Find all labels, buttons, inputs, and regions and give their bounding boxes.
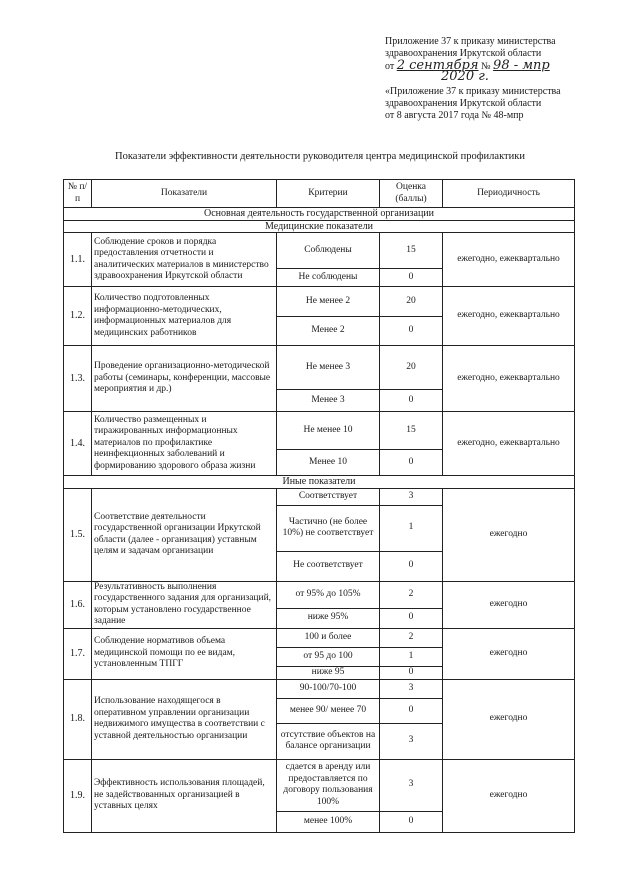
prev-order-line-2: здравоохранения Иркутской области bbox=[385, 98, 542, 109]
row-number: 1.7. bbox=[64, 628, 92, 679]
row-number: 1.2. bbox=[64, 287, 92, 346]
criterion: сдается в аренду или предоставляется по договору пользования 100% bbox=[277, 759, 380, 811]
order-reference bbox=[385, 36, 556, 84]
score-value: 1 bbox=[380, 647, 443, 666]
table-row bbox=[64, 488, 575, 505]
indicator-name: Количество подготовленных информационно-методических, информационных материалов для медицинских работников bbox=[92, 287, 277, 346]
table-row bbox=[64, 412, 575, 450]
criterion: Соблюдены bbox=[277, 233, 380, 269]
criterion: Частично (не более 10%) не соответствует bbox=[277, 505, 380, 551]
row-number: 1.5. bbox=[64, 488, 92, 581]
score-value: 3 bbox=[380, 723, 443, 759]
criterion: ниже 95% bbox=[277, 608, 380, 628]
section-main-activity: Основная деятельность государственной организации bbox=[64, 208, 575, 221]
periodicity: ежегодно bbox=[443, 488, 575, 581]
order-date-handwritten: 2 сентября bbox=[396, 58, 479, 73]
periodicity: ежегодно, ежеквартально bbox=[443, 287, 575, 346]
score-value: 20 bbox=[380, 346, 443, 390]
col-header-score: Оценка (баллы) bbox=[380, 180, 443, 208]
criterion: отсутствие объектов на балансе организации bbox=[277, 723, 380, 759]
col-header-indicator: Показатели bbox=[92, 180, 277, 208]
score-value: 0 bbox=[380, 390, 443, 412]
row-number: 1.8. bbox=[64, 679, 92, 759]
periodicity: ежегодно, ежеквартально bbox=[443, 233, 575, 287]
criterion: от 95% до 105% bbox=[277, 581, 380, 608]
table-row bbox=[64, 287, 575, 317]
criterion: Менее 2 bbox=[277, 317, 380, 346]
criterion: Не соблюдены bbox=[277, 269, 380, 287]
score-value: 0 bbox=[380, 666, 443, 679]
table-row bbox=[64, 628, 575, 647]
table-header-row bbox=[64, 180, 575, 208]
table-row bbox=[64, 581, 575, 608]
prev-order-line-3: от 8 августа 2017 года № 48-мпр bbox=[385, 110, 524, 121]
criterion: 90-100/70-100 bbox=[277, 679, 380, 698]
score-value: 2 bbox=[380, 628, 443, 647]
table-row bbox=[64, 759, 575, 811]
indicator-name: Количество размещенных и тиражированных информационных материалов по профилактике неинфекционных заболеваний и формированию здорового образа жизни bbox=[92, 412, 277, 476]
periodicity: ежегодно bbox=[443, 759, 575, 832]
score-value: 3 bbox=[380, 488, 443, 505]
col-header-period: Периодичность bbox=[443, 180, 575, 208]
criterion: Не менее 3 bbox=[277, 346, 380, 390]
indicator-name: Соответствие деятельности государственной организации Иркутской области (далее - организация) уставным целям и задачам организации bbox=[92, 488, 277, 581]
criterion: Не менее 10 bbox=[277, 412, 380, 450]
indicator-name: Эффективность использования площадей, не задействованных организацией в уставных целях bbox=[92, 759, 277, 832]
score-value: 0 bbox=[380, 269, 443, 287]
section-other-indicators: Иные показатели bbox=[64, 476, 575, 489]
row-number: 1.3. bbox=[64, 346, 92, 412]
indicators-table bbox=[63, 179, 575, 833]
periodicity: ежегодно bbox=[443, 581, 575, 628]
order-number-handwritten: 98 - мпр bbox=[493, 58, 550, 73]
criterion: менее 100% bbox=[277, 811, 380, 832]
row-number: 1.9. bbox=[64, 759, 92, 832]
indicator-name: Использование находящегося в оперативном управлении организации недвижимого имущества в соответствии с уставной деятельностью организации bbox=[92, 679, 277, 759]
order-line-1: Приложение 37 к приказу министерства bbox=[385, 36, 556, 47]
indicator-name: Результативность выполнения государственного задания для организаций, которым установлено государственное задание bbox=[92, 581, 277, 628]
score-value: 15 bbox=[380, 412, 443, 450]
criterion: Не соответствует bbox=[277, 551, 380, 581]
criterion: Соответствует bbox=[277, 488, 380, 505]
previous-order-reference bbox=[385, 86, 561, 122]
score-value: 3 bbox=[380, 679, 443, 698]
criterion: от 95 до 100 bbox=[277, 647, 380, 666]
row-number: 1.6. bbox=[64, 581, 92, 628]
score-value: 2 bbox=[380, 581, 443, 608]
section-row-main bbox=[64, 208, 575, 221]
table-row bbox=[64, 346, 575, 390]
criterion: менее 90/ менее 70 bbox=[277, 698, 380, 723]
order-prefix: от bbox=[385, 61, 395, 72]
score-value: 0 bbox=[380, 317, 443, 346]
criterion: 100 и более bbox=[277, 628, 380, 647]
score-value: 0 bbox=[380, 608, 443, 628]
score-value: 0 bbox=[380, 811, 443, 832]
col-header-criteria: Критерии bbox=[277, 180, 380, 208]
order-year-handwritten: 2020 г. bbox=[441, 69, 489, 84]
indicator-name: Соблюдение нормативов объема медицинской помощи по ее видам, установленным ТПГГ bbox=[92, 628, 277, 679]
score-value: 20 bbox=[380, 287, 443, 317]
table-row bbox=[64, 679, 575, 698]
document-title: Показатели эффективности деятельности руководителя центра медицинской профилактики bbox=[115, 151, 525, 162]
section-row-medical bbox=[64, 220, 575, 233]
criterion: Менее 3 bbox=[277, 390, 380, 412]
score-value: 3 bbox=[380, 759, 443, 811]
indicator-name: Проведение организационно-методической работы (семинары, конференции, массовые мероприятия и др.) bbox=[92, 346, 277, 412]
prev-order-line-1: «Приложение 37 к приказу министерства bbox=[385, 86, 561, 97]
order-line-2: здравоохранения Иркутской области bbox=[385, 48, 542, 59]
table-row bbox=[64, 233, 575, 269]
criterion: Менее 10 bbox=[277, 450, 380, 476]
periodicity: ежегодно, ежеквартально bbox=[443, 346, 575, 412]
row-number: 1.1. bbox=[64, 233, 92, 287]
score-value: 15 bbox=[380, 233, 443, 269]
periodicity: ежегодно bbox=[443, 679, 575, 759]
indicator-name: Соблюдение сроков и порядка предоставления отчетности и аналитических материалов в министерство здравоохранения Иркутской области bbox=[92, 233, 277, 287]
periodicity: ежегодно, ежеквартально bbox=[443, 412, 575, 476]
score-value: 1 bbox=[380, 505, 443, 551]
col-header-num: № п/п bbox=[64, 180, 92, 208]
periodicity: ежегодно bbox=[443, 628, 575, 679]
criterion: ниже 95 bbox=[277, 666, 380, 679]
row-number: 1.4. bbox=[64, 412, 92, 476]
section-medical-indicators: Медицинские показатели bbox=[64, 220, 575, 233]
section-row-other bbox=[64, 476, 575, 489]
score-value: 0 bbox=[380, 450, 443, 476]
criterion: Не менее 2 bbox=[277, 287, 380, 317]
order-no-sign: № bbox=[481, 61, 491, 72]
score-value: 0 bbox=[380, 698, 443, 723]
score-value: 0 bbox=[380, 551, 443, 581]
